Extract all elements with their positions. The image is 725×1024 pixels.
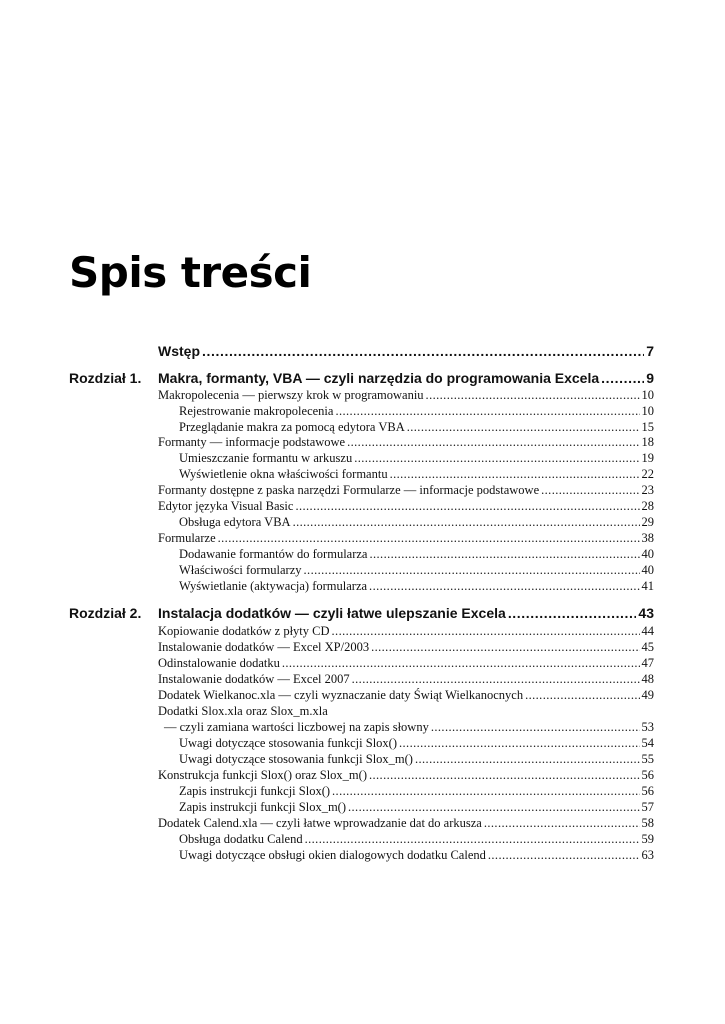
- chapter-title: Instalacja dodatków — czyli łatwe ulepszanie Excela: [158, 605, 506, 621]
- toc-entry-title: Konstrukcja funkcji Slox() oraz Slox_m(): [158, 768, 367, 782]
- toc-entry-page: 59: [641, 832, 654, 846]
- toc-entry[interactable]: [158, 672, 654, 687]
- dot-leader: [293, 515, 640, 530]
- toc-entry-title: Kopiowanie dodatków z płyty CD: [158, 624, 330, 638]
- toc-subentry[interactable]: [179, 800, 654, 815]
- dot-leader: [282, 656, 640, 671]
- dot-leader: [407, 420, 640, 435]
- toc-subentry[interactable]: [179, 547, 654, 562]
- toc-entry-page: 40: [641, 563, 654, 577]
- toc-entry-page: 22: [641, 467, 654, 481]
- dot-leader: [304, 563, 640, 578]
- dot-leader: [508, 604, 637, 622]
- chapter-page: 9: [646, 370, 654, 386]
- toc-entry-title: Rejestrowanie makropolecenia: [179, 404, 334, 418]
- dot-leader: [369, 768, 640, 783]
- toc-entry-title: Formanty dostępne z paska narzędzi Formularze — informacje podstawowe: [158, 483, 540, 497]
- dot-leader: [390, 467, 640, 482]
- toc-subentry[interactable]: [179, 451, 654, 466]
- toc-chapter-1[interactable]: [158, 369, 654, 387]
- toc-subentry[interactable]: [179, 736, 654, 751]
- toc-entry[interactable]: [158, 624, 654, 639]
- toc-entry-title: Instalowanie dodatków — Excel XP/2003: [158, 640, 370, 654]
- dot-leader: [218, 531, 640, 546]
- dot-leader: [415, 752, 640, 767]
- toc-subentry[interactable]: [179, 420, 654, 435]
- toc-entry-page: 10: [641, 388, 654, 402]
- dot-leader: [541, 483, 639, 498]
- dot-leader: [426, 388, 640, 403]
- toc-entry-page: 38: [641, 531, 654, 545]
- toc-entry-page: 56: [641, 768, 654, 782]
- page-title: Spis treści: [69, 248, 312, 297]
- toc-entry-title: Uwagi dotyczące obsługi okien dialogowych dodatku Calend: [179, 848, 486, 862]
- dot-leader: [348, 800, 640, 815]
- toc-entry-title: Obsługa edytora VBA: [179, 515, 291, 529]
- dot-leader: [352, 672, 640, 687]
- toc-entry-page: 54: [641, 736, 654, 750]
- chapter-label: Rozdział 1.: [69, 370, 142, 386]
- toc-entry-page: 10: [641, 404, 654, 418]
- toc-entry-intro[interactable]: [158, 342, 654, 360]
- toc-chapter-2[interactable]: [158, 604, 654, 622]
- toc-entry[interactable]: [158, 435, 654, 450]
- dot-leader: [347, 435, 639, 450]
- toc-entry-title: Przeglądanie makra za pomocą edytora VBA: [179, 420, 405, 434]
- toc-entry-title: Formanty — informacje podstawowe: [158, 435, 346, 449]
- toc-entry-page: 29: [641, 515, 654, 529]
- toc-entry-page: 57: [641, 800, 654, 814]
- dot-leader: [335, 404, 639, 419]
- toc-entry-title: Zapis instrukcji funkcji Slox_m(): [179, 800, 346, 814]
- dot-leader: [369, 579, 639, 594]
- toc-entry-title: Zapis instrukcji funkcji Slox(): [179, 784, 331, 798]
- toc-subentry[interactable]: [179, 515, 654, 530]
- toc-entry-continuation[interactable]: [164, 720, 654, 735]
- toc-subentry[interactable]: [179, 784, 654, 799]
- toc-subentry[interactable]: [179, 848, 654, 863]
- toc-entry-title: Wyświetlenie okna właściwości formantu: [179, 467, 388, 481]
- dot-leader: [431, 720, 640, 735]
- toc-entry-title: Właściwości formularzy: [179, 563, 302, 577]
- toc-entry-title: Dodatki Slox.xla oraz Slox_m.xla: [158, 704, 328, 718]
- toc-entry-title: Dodatek Calend.xla — czyli łatwe wprowadzanie dat do arkusza: [158, 816, 482, 830]
- toc-entry-title: Dodawanie formantów do formularza: [179, 547, 368, 561]
- toc-entry-page: 19: [641, 451, 654, 465]
- toc-entry-page: 18: [641, 435, 654, 449]
- toc-entry[interactable]: [158, 388, 654, 403]
- toc-entry-title: Edytor języka Visual Basic: [158, 499, 294, 513]
- toc-entry-title: Wyświetlanie (aktywacja) formularza: [179, 579, 368, 593]
- toc-entry-title: Uwagi dotyczące stosowania funkcji Slox(): [179, 736, 397, 750]
- toc-entry-page: 49: [641, 688, 654, 702]
- chapter-title: Makra, formanty, VBA — czyli narzędzia do programowania Excela: [158, 370, 600, 386]
- toc-subentry[interactable]: [179, 579, 654, 594]
- toc-entry-page: 53: [641, 720, 654, 734]
- toc-entry-page: 28: [641, 499, 654, 513]
- toc-subentry[interactable]: [179, 832, 654, 847]
- toc-entry[interactable]: [158, 483, 654, 498]
- toc-entry-title: Uwagi dotyczące stosowania funkcji Slox_m(): [179, 752, 413, 766]
- chapter-page: 43: [638, 605, 654, 621]
- toc-entry[interactable]: [158, 656, 654, 671]
- dot-leader: [399, 736, 640, 751]
- toc-entry[interactable]: [158, 768, 654, 783]
- dot-leader: [525, 688, 639, 703]
- toc-entry-page: 55: [641, 752, 654, 766]
- dot-leader: [202, 342, 644, 360]
- dot-leader: [484, 816, 640, 831]
- toc-entry[interactable]: [158, 499, 654, 514]
- toc-entry-page: 58: [641, 816, 654, 830]
- dot-leader: [332, 624, 640, 639]
- toc-entry-page: 23: [641, 483, 654, 497]
- toc-entry-title: Umieszczanie formantu w arkuszu: [179, 451, 353, 465]
- toc-entry-page: 45: [641, 640, 654, 654]
- toc-entry[interactable]: [158, 640, 654, 655]
- dot-leader: [488, 848, 640, 863]
- dot-leader: [369, 547, 639, 562]
- toc-entry-title: Instalowanie dodatków — Excel 2007: [158, 672, 350, 686]
- toc-entry-page: 56: [641, 784, 654, 798]
- toc-entry-page: 41: [641, 579, 654, 593]
- toc-entry-page: 40: [641, 547, 654, 561]
- chapter-label: Rozdział 2.: [69, 605, 142, 621]
- toc-entry-page: 44: [641, 624, 654, 638]
- toc-entry-page: 7: [646, 343, 654, 359]
- toc-subentry[interactable]: [179, 752, 654, 767]
- dot-leader: [601, 369, 644, 387]
- toc-entry[interactable]: [158, 531, 654, 546]
- toc-entry[interactable]: [158, 688, 654, 703]
- toc-entry-title: Wstęp: [158, 343, 200, 359]
- toc-entry-page: 63: [641, 848, 654, 862]
- toc-subentry[interactable]: [179, 467, 654, 482]
- toc-entry[interactable]: [158, 816, 654, 831]
- toc-entry-title: Odinstalowanie dodatku: [158, 656, 280, 670]
- toc-entry-title: Obsługa dodatku Calend: [179, 832, 303, 846]
- toc-entry-page: 15: [641, 420, 654, 434]
- dot-leader: [305, 832, 640, 847]
- toc-entry-page: 48: [641, 672, 654, 686]
- toc-entry-title: Formularze: [158, 531, 216, 545]
- toc-entry-page: 47: [641, 656, 654, 670]
- dot-leader: [354, 451, 639, 466]
- toc-entry-heading-only[interactable]: [158, 704, 654, 719]
- toc-entry-title: — czyli zamiana wartości liczbowej na zapis słowny: [164, 720, 429, 734]
- toc-subentry[interactable]: [179, 563, 654, 578]
- toc-subentry[interactable]: [179, 404, 654, 419]
- dot-leader: [371, 640, 639, 655]
- dot-leader: [295, 499, 639, 514]
- toc-entry-title: Makropolecenia — pierwszy krok w programowaniu: [158, 388, 424, 402]
- toc-entry-title: Dodatek Wielkanoc.xla — czyli wyznaczanie daty Świąt Wielkanocnych: [158, 688, 524, 702]
- dot-leader: [332, 784, 639, 799]
